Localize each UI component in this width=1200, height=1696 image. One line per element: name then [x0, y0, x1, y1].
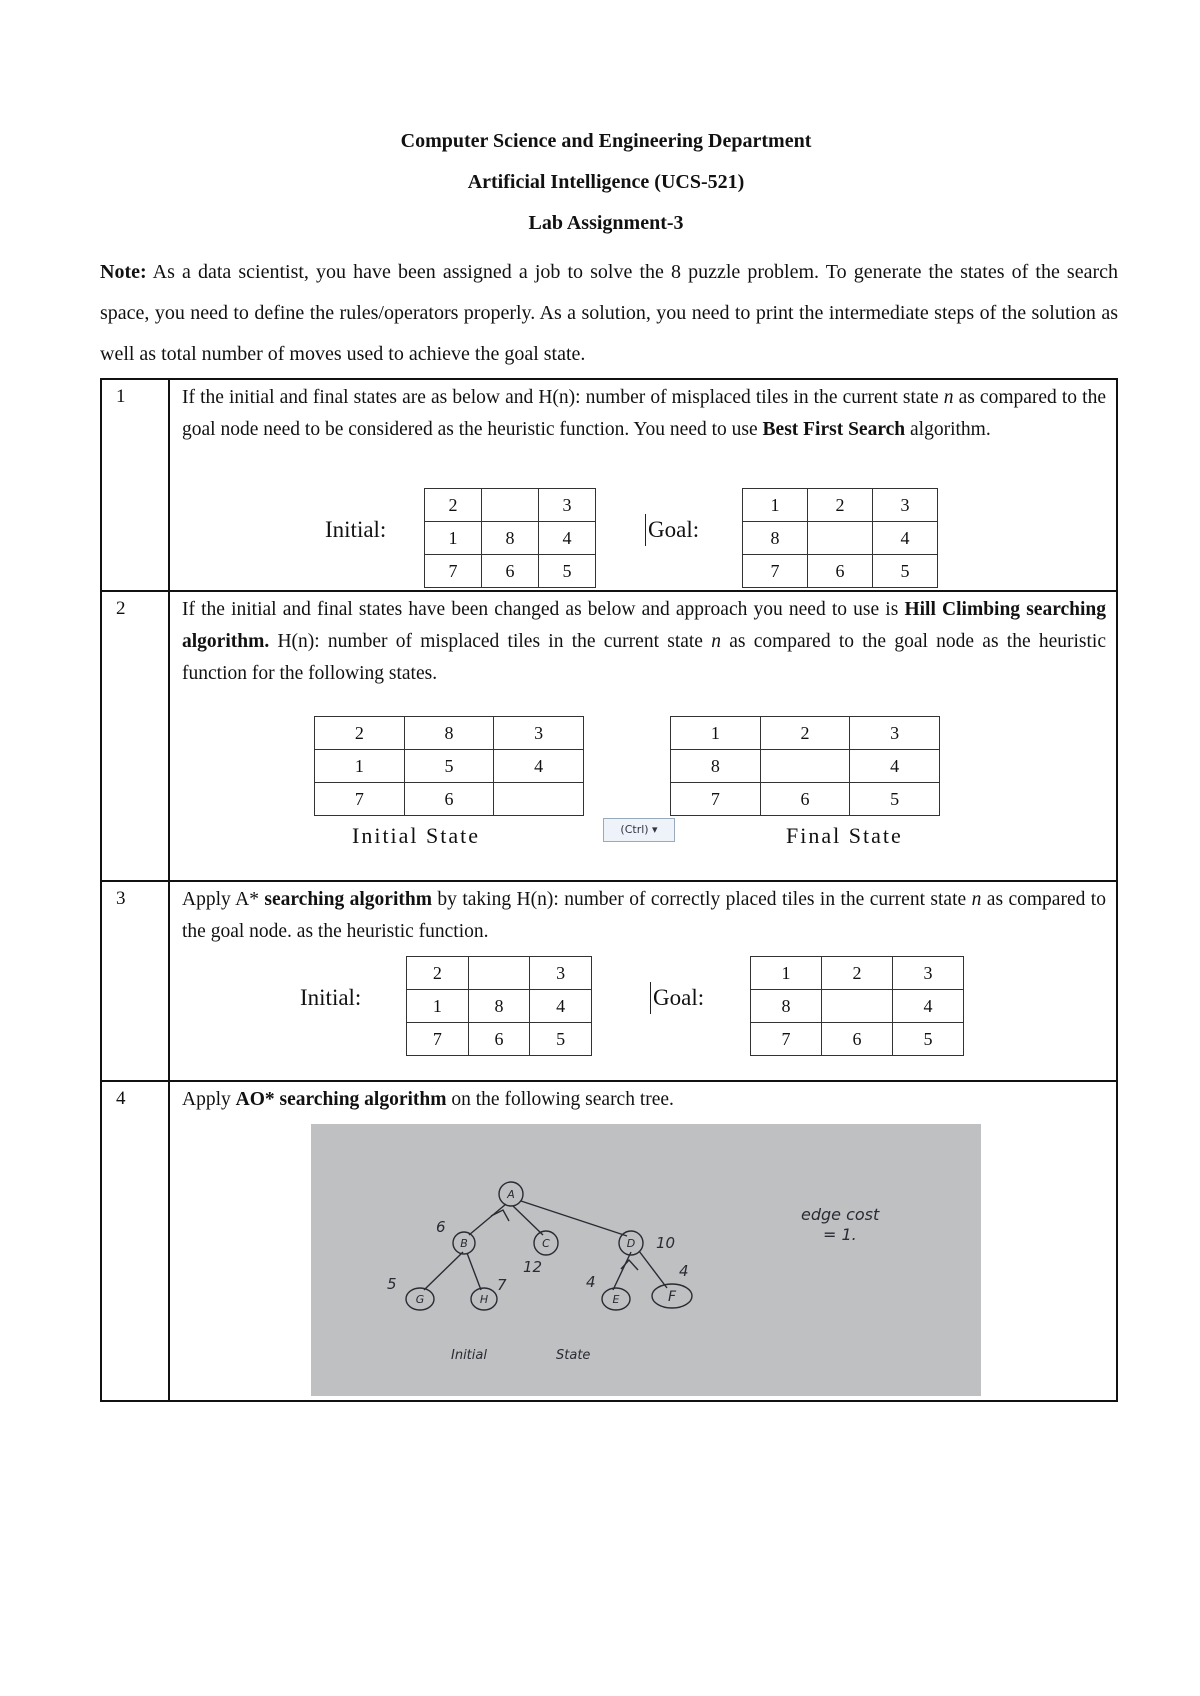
tile: 4 [539, 522, 596, 555]
question-cell [169, 881, 1117, 1081]
tile [808, 522, 873, 555]
question-number: 4 [101, 1081, 169, 1401]
tile: 1 [671, 717, 761, 750]
cost-label: 4 [586, 1273, 596, 1291]
tile: 3 [494, 717, 584, 750]
tile [468, 957, 530, 990]
tile: 2 [425, 489, 482, 522]
tile: 4 [850, 750, 940, 783]
tree-caption: State [556, 1348, 591, 1363]
tile: 8 [671, 750, 761, 783]
tile [822, 990, 893, 1023]
tile: 7 [425, 555, 482, 588]
tile: 8 [751, 990, 822, 1023]
tile: 6 [760, 783, 850, 816]
question-cell [169, 379, 1117, 591]
question-number: 1 [101, 379, 169, 591]
search-tree-photo [311, 1124, 981, 1396]
initial-state-grid [406, 956, 592, 1056]
tile [760, 750, 850, 783]
tile [494, 783, 584, 816]
tile: 4 [873, 522, 938, 555]
tree-node-label: B [460, 1237, 468, 1250]
tile: 7 [743, 555, 808, 588]
cost-label: 12 [523, 1258, 543, 1276]
initial-state-grid [424, 488, 596, 588]
tile: 4 [530, 990, 592, 1023]
goal-state-grid [742, 488, 938, 588]
initial-state-caption: Initial State [352, 823, 481, 848]
question-row-3 [101, 881, 1117, 1081]
tile: 4 [494, 750, 584, 783]
tree-node-label: A [507, 1188, 515, 1201]
final-state-caption: Final State [786, 823, 903, 848]
question-number: 2 [101, 591, 169, 881]
initial-label: Initial: [300, 985, 362, 1010]
lab-heading: Lab Assignment-3 [528, 212, 684, 234]
paste-options-badge[interactable]: (Ctrl) ▾ [603, 818, 675, 842]
department-heading: Computer Science and Engineering Department [400, 130, 812, 152]
tile: 5 [530, 1023, 592, 1056]
goal-state-grid [750, 956, 964, 1056]
course-heading: Artificial Intelligence (UCS-521) [467, 171, 745, 193]
tile: 3 [873, 489, 938, 522]
cost-label: 6 [436, 1218, 446, 1236]
tile: 8 [482, 522, 539, 555]
tile: 5 [404, 750, 494, 783]
tile: 1 [743, 489, 808, 522]
cost-label: 5 [387, 1275, 397, 1293]
tree-node-label: H [479, 1293, 489, 1306]
tile: 8 [404, 717, 494, 750]
note-text: As a data scientist, you have been assigned a job to solve the 8 puzzle problem. To generate the states of the search space, you need to define the rules/operators properly. As a solution, you need to print the intermediate steps of the solution as well as total number of moves used to achieve the goal state. [100, 261, 1119, 365]
tile: 6 [808, 555, 873, 588]
tile: 3 [530, 957, 592, 990]
tile: 3 [850, 717, 940, 750]
tile: 2 [760, 717, 850, 750]
tile: 6 [404, 783, 494, 816]
tile: 6 [482, 555, 539, 588]
cost-label: 4 [679, 1262, 689, 1280]
note-label: Note: [100, 261, 147, 283]
tree-node-label: C [542, 1237, 550, 1250]
tile: 1 [425, 522, 482, 555]
question-row-1 [101, 379, 1117, 591]
tile: 1 [751, 957, 822, 990]
tile: 8 [743, 522, 808, 555]
cost-label: 10 [656, 1234, 676, 1252]
tile: 7 [671, 783, 761, 816]
tile: 5 [893, 1023, 964, 1056]
tile: 3 [893, 957, 964, 990]
tree-node-label: G [415, 1293, 425, 1306]
edge-cost-note: edge cost [801, 1205, 880, 1224]
initial-state-grid [314, 716, 584, 816]
edge-cost-value: = 1. [823, 1225, 857, 1244]
tree-caption: Initial [451, 1348, 487, 1363]
goal-label: Goal: [650, 982, 704, 1014]
note-paragraph [100, 252, 1118, 375]
question-text: If the initial and final states have been changed as below and approach you need to use is Hill Climbing searching algorithm. H(n): number of misplaced tiles in the current state n as compared to the goal node as the heuristic function for the following states. [182, 599, 1107, 684]
tile: 2 [822, 957, 893, 990]
question-number: 3 [101, 881, 169, 1081]
and-or-tree-drawing [311, 1124, 981, 1396]
tree-node-label: D [626, 1237, 636, 1250]
tile: 5 [873, 555, 938, 588]
question-text: Apply AO* searching algorithm on the following search tree. [182, 1089, 674, 1110]
tile: 6 [822, 1023, 893, 1056]
tile: 4 [893, 990, 964, 1023]
tile: 5 [539, 555, 596, 588]
tile: 2 [315, 717, 405, 750]
cost-label: 7 [497, 1276, 507, 1294]
question-text: Apply A* searching algorithm by taking H(n): number of correctly placed tiles in the current state n as compared to the goal node. as the heuristic function. [182, 889, 1106, 942]
question-text: If the initial and final states are as below and H(n): number of misplaced tiles in the current state n as compared to the goal node need to be considered as the heuristic function. You need to use Best First Search algorithm. [182, 387, 1106, 440]
tile: 2 [407, 957, 469, 990]
tile [482, 489, 539, 522]
tile: 7 [407, 1023, 469, 1056]
tile: 2 [808, 489, 873, 522]
tile: 7 [315, 783, 405, 816]
tile: 1 [407, 990, 469, 1023]
tile: 6 [468, 1023, 530, 1056]
tile: 3 [539, 489, 596, 522]
tree-node-label: F [667, 1289, 677, 1305]
initial-label: Initial: [325, 517, 387, 542]
tile: 7 [751, 1023, 822, 1056]
tile: 8 [468, 990, 530, 1023]
tree-node-label: E [612, 1293, 620, 1306]
tile: 1 [315, 750, 405, 783]
tile: 5 [850, 783, 940, 816]
final-state-grid [670, 716, 940, 816]
goal-label: Goal: [645, 514, 699, 546]
